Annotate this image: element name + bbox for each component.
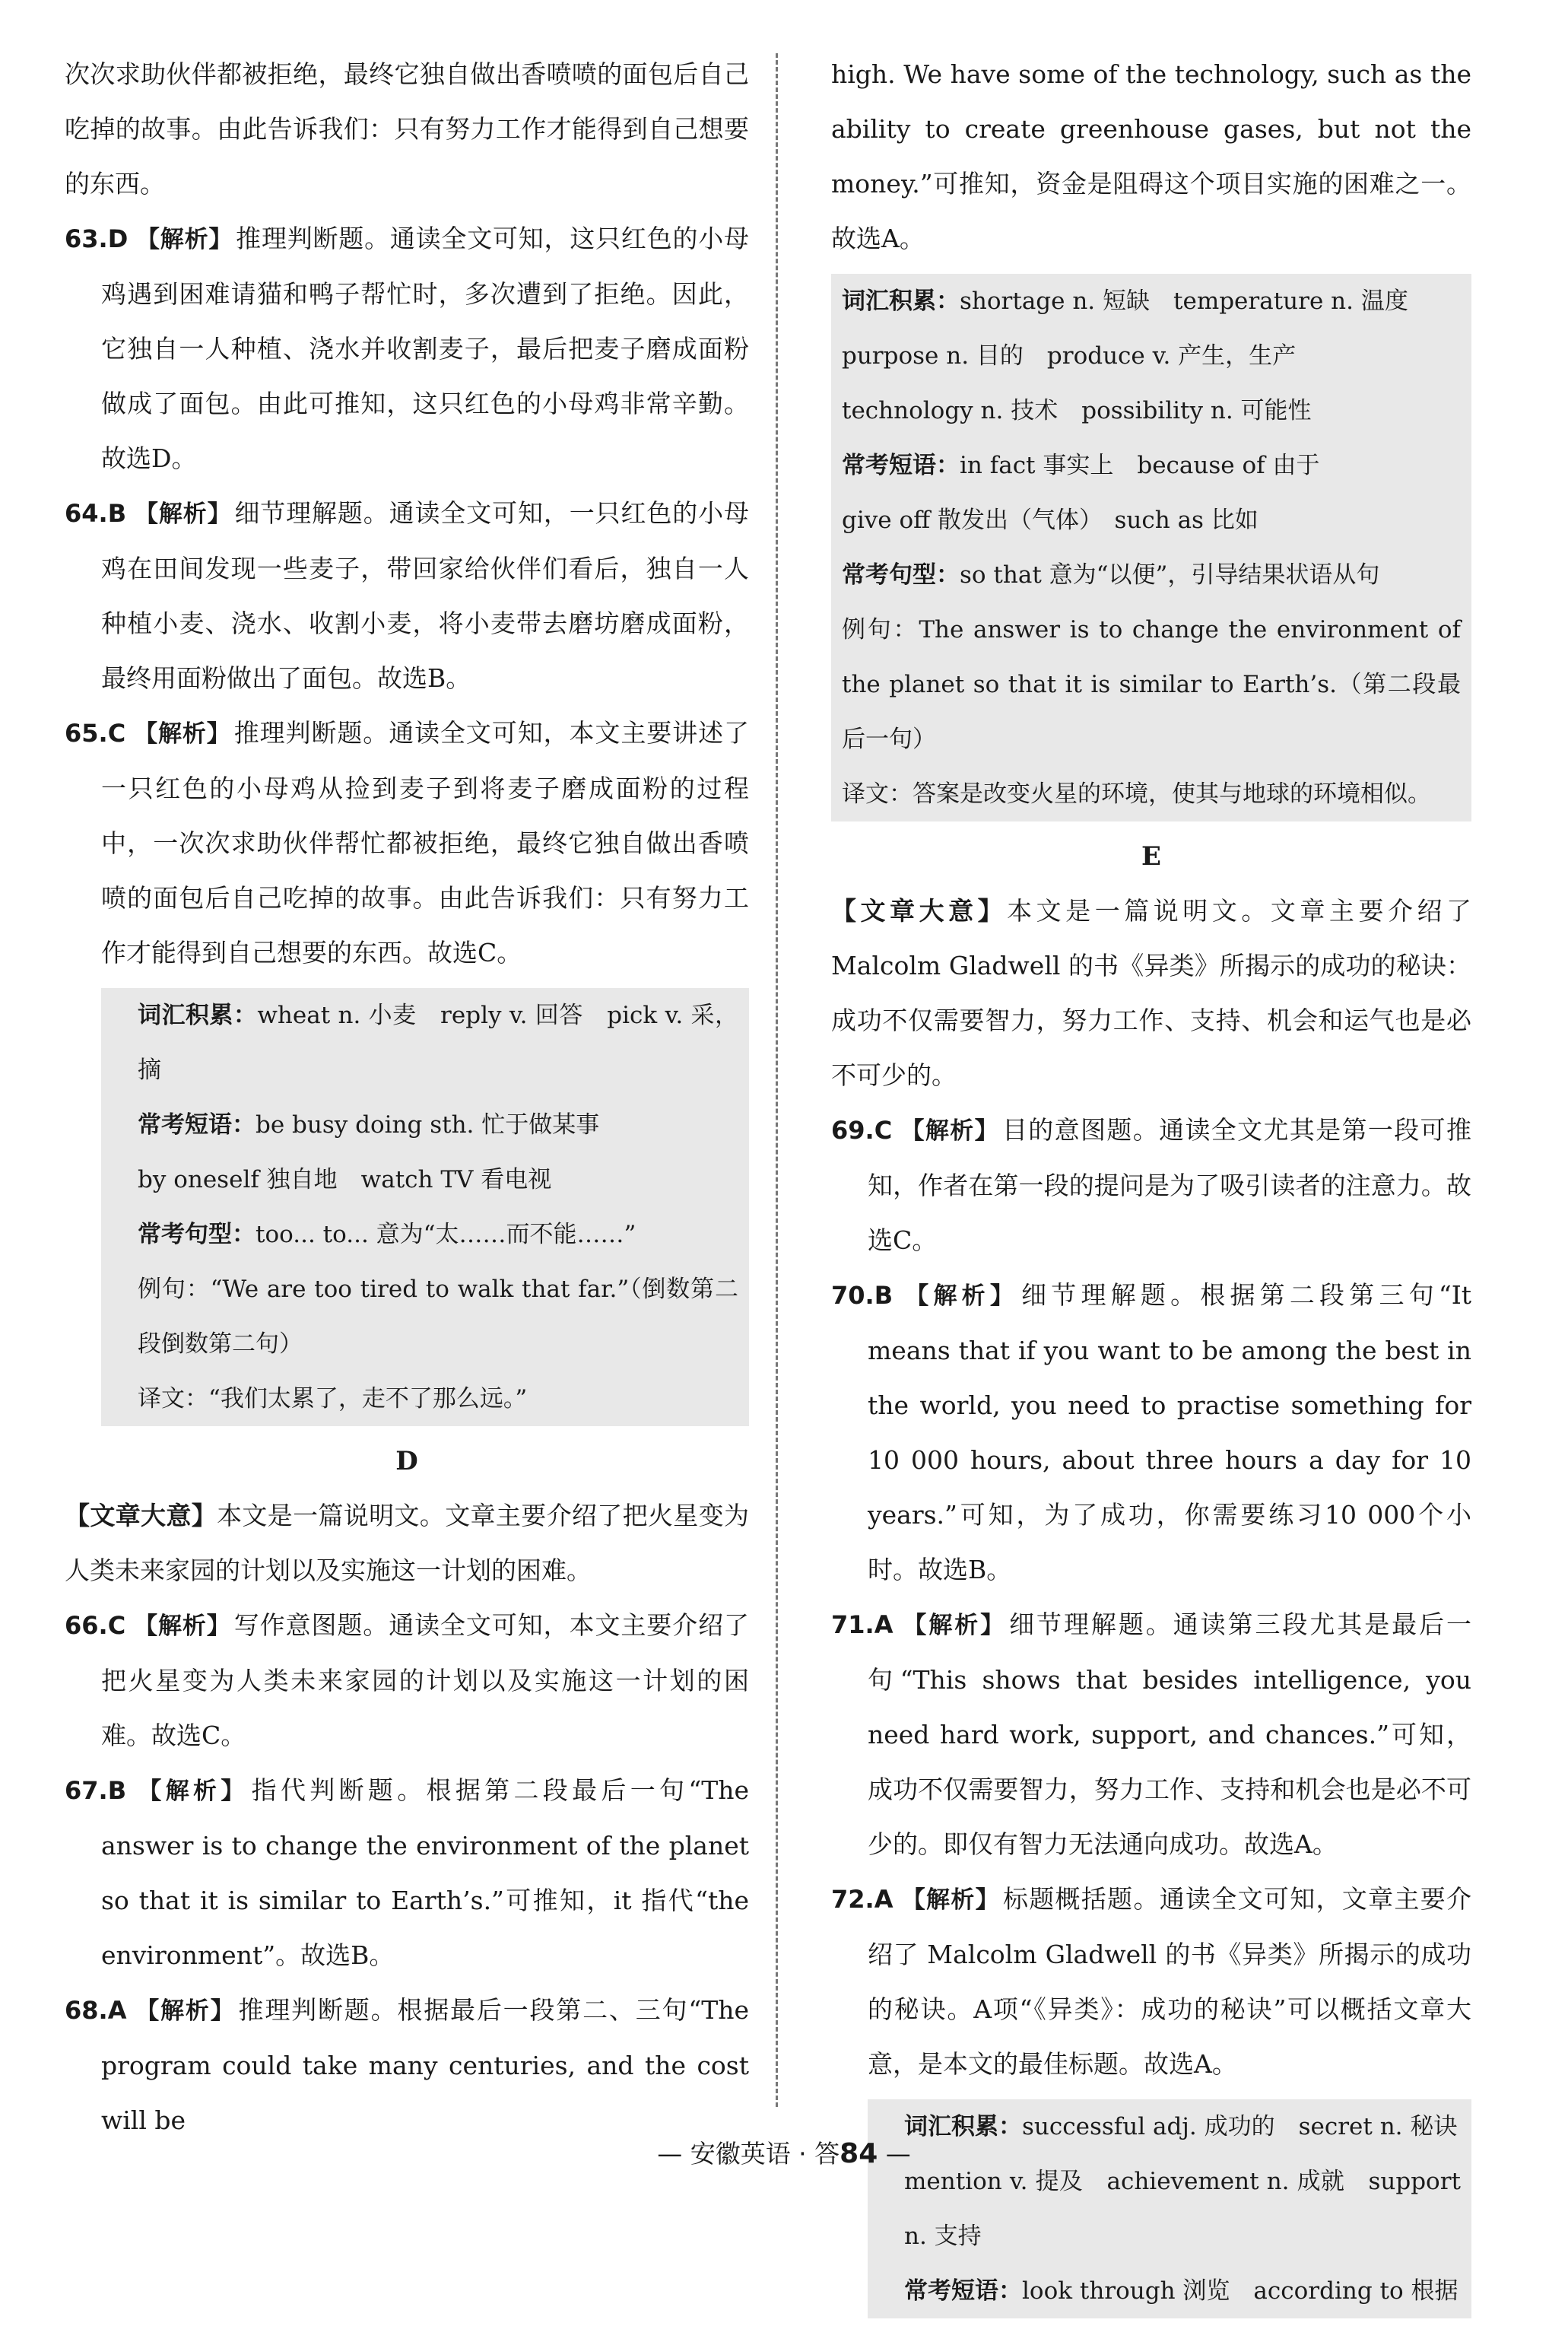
section-e-heading: E bbox=[1141, 841, 1161, 872]
answer-66: 66.C 【解析】 写作意图题。通读全文可知，本文主要介绍了把火星变为人类未来家园的计划以及实施这一计划的困难。故选C。 bbox=[65, 1610, 750, 1750]
answer-68: 68.A 【解析】 推理判断题。根据最后一段第二、三句“The program could take many centuries, and the cost will be bbox=[65, 1995, 749, 2135]
page-number: 84 bbox=[840, 2138, 878, 2169]
section-d-heading: D bbox=[395, 1446, 418, 1476]
answer-67: 67.B 【解析】 指代判断题。根据第二段最后一句“The answer is to change the environment of the planet so that it is similar to Earth’s.”可推知，it 指代“the environment”。故选B。 bbox=[65, 1775, 749, 1970]
answer-69: 69.C 【解析】 目的意图题。通读全文尤其是第一段可推知，作者在第一段的提问是为了吸引读者的注意力。故选C。 bbox=[831, 1115, 1472, 1255]
answer-72: 72.A 【解析】 标题概括题。通读全文可知，文章主要介绍了 Malcolm Gladwell 的书《异类》所揭示的成功的秘诀。A项“《异类》：成功的秘诀”可以概括文章大意，是本文的最佳标题。故选A。 bbox=[831, 1884, 1472, 2079]
intro-paragraph: 次次求助伙伴都被拒绝，最终它独自做出香喷喷的面包后自己吃掉的故事。由此告诉我们：只有努力工作才能得到自己想要的东西。 bbox=[65, 59, 749, 199]
vocab-box-d: 词汇积累：shortage n. 短缺 temperature n. 温度 purpose n. 目的 produce v. 产生，生产 technology n. 技术 possibility n. 可能性 常考短语：in fact 事实上 because of 由于 give off 散发出（气体） such as 比如 常考句型：so that 意为“以便”，引导结果状语从句 例句：The answer is to change the environment of the planet so that it is similar to Earth’s.（第二段最后一句） 译文：答案是改变火星的环境，使其与地球的环境相似。 bbox=[831, 274, 1471, 821]
left-column bbox=[65, 47, 749, 2148]
vocab-box-e: 词汇积累：successful adj. 成功的 secret n. 秘诀 mention v. 提及 achievement n. 成就 support n. 支持 常考短语：look through 浏览 according to 根据 bbox=[868, 2099, 1471, 2318]
summary-e: 【文章大意】本文是一篇说明文。文章主要介绍了 Malcolm Gladwell 的书《异类》所揭示的成功的秘诀：成功不仅需要智力，努力工作、支持、机会和运气也是必不可少的。 bbox=[831, 896, 1472, 1090]
column-divider bbox=[776, 53, 778, 2107]
answer-70: 70.B 【解析】 细节理解题。根据第二段第三句“It means that if you want to be among the best in the world, you need to practise something for 10 000 hours, about three hours a day for 10 years.”可知，为了成功，你需要练习10 000个小时。故选B。 bbox=[831, 1280, 1472, 1584]
answer-63: 63.D 【解析】 推理判断题。通读全文可知，这只红色的小母鸡遇到困难请猫和鸭子帮忙时，多次遭到了拒绝。因此，它独自一人种植、浇水并收割麦子，最后把麦子磨成面粉做成了面包。由此可推知，这只红色的小母鸡非常辛勤。故选D。 bbox=[65, 224, 749, 473]
vocab-box-c: 词汇积累：wheat n. 小麦 reply v. 回答 pick v. 采，摘 常考短语：be busy doing sth. 忙于做某事 by oneself 独自地 watch TV 看电视 常考句型：too... to... 意为“太……而不能……” 例句：“We are too tired to walk that far.”（倒数第二段倒数第二句） 译文：“我们太累了，走不了那么远。” bbox=[101, 988, 749, 1426]
answer-71: 71.A 【解析】 细节理解题。通读第三段尤其是最后一句“This shows that besides intelligence, you need hard work, support, and chances.”可知，成功不仅需要智力，努力工作、支持和机会也是必不可少的。即仅有智力无法通向成功。故选A。 bbox=[831, 1609, 1472, 1859]
page-footer: — 安徽英语 · 答84 — bbox=[657, 2138, 911, 2169]
answer-64: 64.B 【解析】 细节理解题。通读全文可知，一只红色的小母鸡在田间发现一些麦子，带回家给伙伴们看后，独自一人种植小麦、浇水、收割小麦，将小麦带去磨坊磨成面粉，最终用面粉做出了面包。故选B。 bbox=[65, 498, 750, 693]
answer-68-continued: high. We have some of the technology, such as the ability to create greenhouse gases, but not the money.”可推知，资金是阻碍这个项目实施的困难之一。故选A。 bbox=[831, 59, 1471, 253]
summary-d: 【文章大意】本文是一篇说明文。文章主要介绍了把火星变为人类未来家园的计划以及实施这一计划的困难。 bbox=[65, 1501, 750, 1585]
answer-65: 65.C 【解析】 推理判断题。通读全文可知，本文主要讲述了一只红色的小母鸡从捡到麦子到将麦子磨成面粉的过程中，一次次求助伙伴帮忙都被拒绝，最终它独自做出香喷喷的面包后自己吃掉的故事。由此告诉我们：只有努力工作才能得到自己想要的东西。故选C。 bbox=[65, 718, 750, 968]
right-column bbox=[831, 47, 1471, 2326]
